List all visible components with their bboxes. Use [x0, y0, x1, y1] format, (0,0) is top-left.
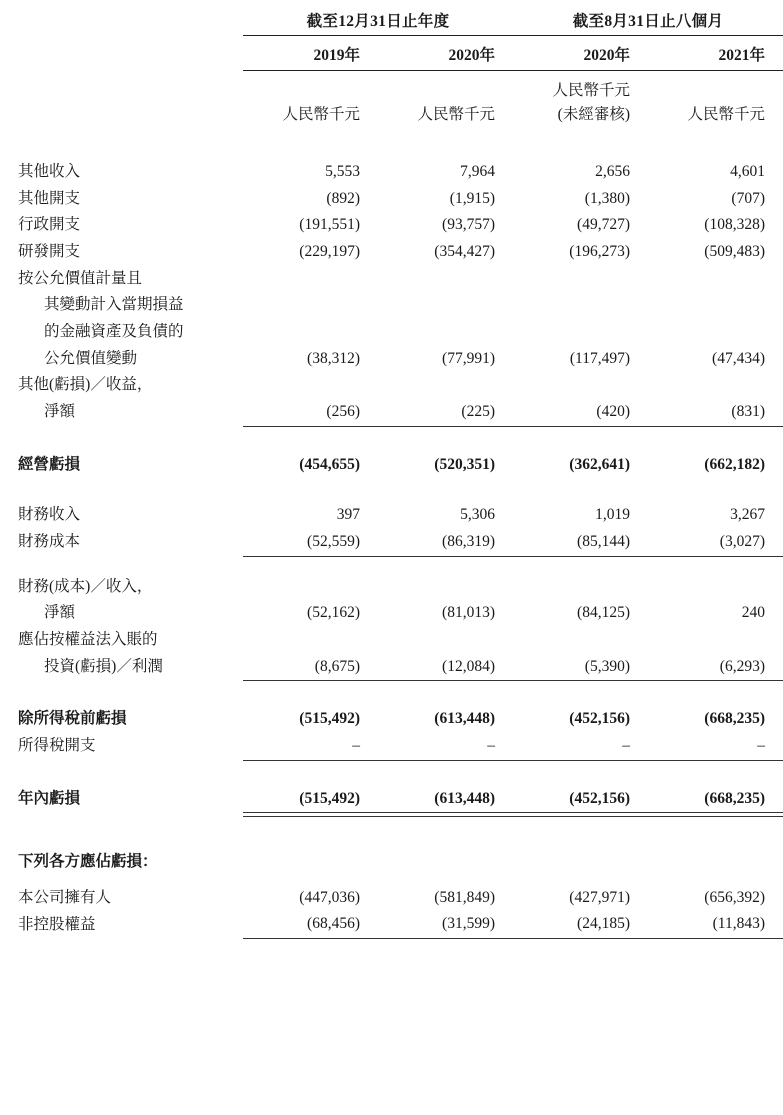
table-row	[0, 885, 783, 912]
row-value: (581,849)	[434, 888, 495, 906]
table-row	[0, 292, 783, 319]
row-value: (662,182)	[704, 455, 765, 473]
table-row-attributable-heading	[0, 849, 783, 876]
header-unit-3-sub: (未經審核)	[557, 106, 630, 124]
spacer-cell	[378, 762, 513, 786]
row-value: (256)	[326, 402, 360, 420]
row-label: 其他收入	[18, 163, 81, 181]
table-row	[0, 186, 783, 213]
row-value: –	[487, 736, 495, 754]
row-value: 5,553	[325, 163, 360, 181]
row-value: (515,492)	[299, 789, 360, 807]
spacer-cell	[378, 558, 513, 574]
row-value	[243, 292, 378, 319]
row-value: (613,448)	[434, 710, 495, 728]
row-value	[513, 372, 648, 399]
row-value: (668,235)	[704, 710, 765, 728]
row-label: 的金融資產及負債的	[44, 322, 184, 340]
header-group-eight-months: 截至8月31日止八個月	[513, 9, 783, 36]
row-value	[243, 627, 378, 654]
table-row	[0, 372, 783, 399]
spacer-cell	[513, 0, 648, 9]
row-value: (420)	[596, 402, 630, 420]
row-label: 除所得稅前虧損	[18, 710, 127, 728]
table-row	[0, 502, 783, 529]
row-value: 2,656	[595, 163, 630, 181]
spacer-cell	[648, 762, 783, 786]
row-value: (117,497)	[569, 349, 630, 367]
row-value: (85,144)	[577, 532, 630, 550]
row-value: (707)	[731, 189, 765, 207]
spacer-cell	[513, 876, 648, 885]
row-value: 1,019	[595, 506, 630, 524]
row-value	[648, 319, 783, 346]
row-value: (515,492)	[299, 710, 360, 728]
row-value: (454,655)	[299, 455, 360, 473]
spacer-cell	[0, 478, 243, 502]
row-value	[243, 372, 378, 399]
row-value	[378, 849, 513, 876]
spacer-row	[0, 762, 783, 786]
spacer-cell	[648, 558, 783, 574]
header-group-annual: 截至12月31日止年度	[243, 9, 513, 36]
table-row	[0, 239, 783, 266]
rule-cell	[513, 939, 648, 941]
spacer-cell	[0, 428, 243, 452]
table-row	[0, 627, 783, 654]
row-value: (191,551)	[299, 216, 360, 234]
rule-spacer	[0, 939, 243, 941]
spacer-cell	[0, 558, 243, 574]
row-label: 其他(虧損)／收益，	[18, 376, 153, 394]
header-unit-1-text: 人民幣千元	[282, 106, 360, 124]
row-label: 財務成本	[18, 533, 81, 551]
row-value: (1,380)	[584, 189, 630, 207]
row-value: (447,036)	[299, 888, 360, 906]
row-value: (49,727)	[577, 216, 630, 234]
spacer-cell	[378, 682, 513, 706]
row-value	[513, 574, 648, 601]
top-spacer	[0, 0, 783, 9]
row-label: 淨額	[44, 403, 76, 421]
table-row	[0, 266, 783, 293]
row-value	[378, 574, 513, 601]
row-value	[378, 319, 513, 346]
spacer-cell	[378, 0, 513, 9]
row-label: 投資(虧損)／利潤	[44, 658, 163, 676]
spacer-cell	[648, 0, 783, 9]
header-year-1: 2019年	[243, 36, 378, 71]
header-year-2: 2020年	[378, 36, 513, 71]
spacer-row	[0, 682, 783, 706]
row-value: (5,390)	[584, 657, 630, 675]
row-value: (24,185)	[577, 915, 630, 933]
table-row	[0, 574, 783, 601]
spacer-cell	[0, 682, 243, 706]
spacer-cell	[378, 127, 513, 159]
row-label: 年內虧損	[18, 790, 81, 807]
row-value	[513, 627, 648, 654]
spacer-cell	[648, 876, 783, 885]
row-value: (509,483)	[704, 243, 765, 260]
row-value: (452,156)	[569, 789, 630, 807]
spacer-cell	[0, 127, 243, 159]
spacer-row	[0, 817, 783, 850]
spacer-cell	[513, 478, 648, 502]
spacer-cell	[648, 817, 783, 850]
row-value: 3,267	[730, 506, 765, 524]
spacer-cell	[243, 428, 378, 452]
row-value	[648, 266, 783, 293]
row-label: 公允價值變動	[44, 349, 138, 367]
row-value	[243, 266, 378, 293]
row-value	[648, 292, 783, 319]
spacer-cell	[513, 127, 648, 159]
row-label: 財務收入	[18, 506, 81, 524]
spacer-cell	[378, 478, 513, 502]
row-value: (668,235)	[704, 789, 765, 807]
row-value: (613,448)	[434, 789, 495, 807]
table-row-operating-loss	[0, 452, 783, 479]
row-value: (892)	[326, 189, 360, 207]
row-label: 財務(成本)／收入，	[18, 577, 153, 595]
row-value: (196,273)	[569, 243, 630, 260]
header-unit-1	[243, 71, 378, 128]
header-corner	[0, 71, 243, 128]
spacer-cell	[243, 478, 378, 502]
row-value: (354,427)	[434, 243, 495, 260]
row-value: (52,559)	[307, 532, 360, 550]
spacer-row	[0, 428, 783, 452]
row-value: 397	[336, 506, 360, 524]
row-value	[648, 627, 783, 654]
spacer-cell	[378, 428, 513, 452]
header-unit-4-text: 人民幣千元	[687, 106, 765, 124]
row-value: (452,156)	[569, 710, 630, 728]
row-value	[243, 574, 378, 601]
row-value: (84,125)	[577, 604, 630, 622]
spacer-cell	[243, 0, 378, 9]
spacer-cell	[243, 876, 378, 885]
row-value	[513, 319, 648, 346]
row-label: 行政開支	[18, 216, 81, 234]
row-value: (77,991)	[442, 349, 495, 367]
spacer-cell	[513, 558, 648, 574]
row-value: –	[757, 736, 765, 754]
row-value: (68,456)	[307, 915, 360, 933]
spacer-row	[0, 876, 783, 885]
header-unit-3	[513, 71, 648, 128]
row-value	[243, 319, 378, 346]
row-value: (12,084)	[442, 657, 495, 675]
header-year-3: 2020年	[513, 36, 648, 71]
row-label: 其變動計入當期損益	[44, 296, 184, 314]
spacer-row	[0, 558, 783, 574]
row-value: (47,434)	[712, 349, 765, 367]
row-value	[513, 292, 648, 319]
row-value	[243, 849, 378, 876]
table-row	[0, 654, 783, 681]
row-value: (3,027)	[719, 532, 765, 550]
row-value	[378, 292, 513, 319]
row-value	[378, 372, 513, 399]
row-value: –	[352, 736, 360, 754]
spacer-cell	[513, 817, 648, 850]
row-label: 所得稅開支	[18, 737, 96, 755]
row-value: (6,293)	[719, 657, 765, 675]
spacer-cell	[243, 682, 378, 706]
header-unit-3-text: 人民幣千元	[552, 82, 630, 99]
row-value: (86,319)	[442, 532, 495, 550]
header-units	[0, 71, 783, 128]
row-value	[378, 627, 513, 654]
spacer-cell	[513, 682, 648, 706]
row-value: (31,599)	[442, 915, 495, 933]
row-value: (225)	[461, 402, 495, 420]
spacer-cell	[648, 682, 783, 706]
spacer-cell	[378, 817, 513, 850]
row-value: (1,915)	[449, 189, 495, 207]
row-value	[648, 372, 783, 399]
row-value	[648, 574, 783, 601]
spacer-cell	[648, 127, 783, 159]
row-label: 按公允價值計量且	[18, 269, 143, 287]
row-value: (656,392)	[704, 888, 765, 906]
row-label: 本公司擁有人	[18, 888, 112, 906]
rule-cell	[378, 939, 513, 941]
row-value: (362,641)	[569, 455, 630, 473]
table-row	[0, 529, 783, 556]
row-label: 非控股權益	[18, 915, 96, 933]
spacer-cell	[0, 876, 243, 885]
spacer-cell	[243, 127, 378, 159]
row-label: 淨額	[44, 604, 76, 622]
spacer-cell	[378, 876, 513, 885]
table-row	[0, 159, 783, 186]
header-corner	[0, 36, 243, 71]
row-value: (52,162)	[307, 604, 360, 622]
table-row	[0, 911, 783, 938]
row-value: 4,601	[730, 163, 765, 181]
row-value	[648, 849, 783, 876]
row-label: 經營虧損	[18, 455, 81, 473]
header-unit-2	[378, 71, 513, 128]
row-value: (11,843)	[712, 915, 765, 933]
bottom-rule	[0, 939, 783, 941]
header-body-gap	[0, 127, 783, 159]
rule-cell	[243, 939, 378, 941]
row-value	[378, 266, 513, 293]
table-row	[0, 733, 783, 760]
row-value: (108,328)	[704, 216, 765, 234]
spacer-cell	[0, 817, 243, 850]
row-label: 應佔按權益法入賬的	[18, 630, 158, 648]
header-unit-4	[648, 71, 783, 128]
spacer-cell	[0, 0, 243, 9]
row-value	[513, 849, 648, 876]
row-value: (520,351)	[434, 455, 495, 473]
row-value: (93,757)	[442, 216, 495, 234]
spacer-cell	[243, 558, 378, 574]
spacer-cell	[243, 762, 378, 786]
row-label: 其他開支	[18, 189, 81, 207]
row-value: 5,306	[460, 506, 495, 524]
row-label: 下列各方應佔虧損：	[18, 853, 158, 871]
header-corner	[0, 9, 243, 36]
row-value: –	[622, 736, 630, 754]
row-value: (427,971)	[569, 888, 630, 906]
header-unit-2-text: 人民幣千元	[417, 106, 495, 124]
row-value: (229,197)	[299, 243, 360, 260]
header-period-groups	[0, 9, 783, 36]
row-value: 7,964	[460, 163, 495, 181]
header-years	[0, 36, 783, 71]
table-row	[0, 346, 783, 373]
row-value	[513, 266, 648, 293]
row-value: 240	[741, 604, 765, 622]
table-row	[0, 212, 783, 239]
row-value: (831)	[731, 402, 765, 420]
spacer-row	[0, 478, 783, 502]
spacer-cell	[648, 428, 783, 452]
row-value: (8,675)	[314, 657, 360, 675]
spacer-cell	[0, 762, 243, 786]
row-value: (38,312)	[307, 349, 360, 367]
rule-cell	[648, 939, 783, 941]
spacer-cell	[513, 428, 648, 452]
header-year-4: 2021年	[648, 36, 783, 71]
table-row-loss-before-tax	[0, 706, 783, 733]
spacer-cell	[648, 478, 783, 502]
table-row	[0, 319, 783, 346]
spacer-cell	[513, 762, 648, 786]
table-row	[0, 399, 783, 426]
table-row-loss-for-year	[0, 786, 783, 813]
row-label: 研發開支	[18, 243, 81, 260]
spacer-cell	[243, 817, 378, 850]
table-row	[0, 600, 783, 627]
row-value: (81,013)	[442, 604, 495, 622]
